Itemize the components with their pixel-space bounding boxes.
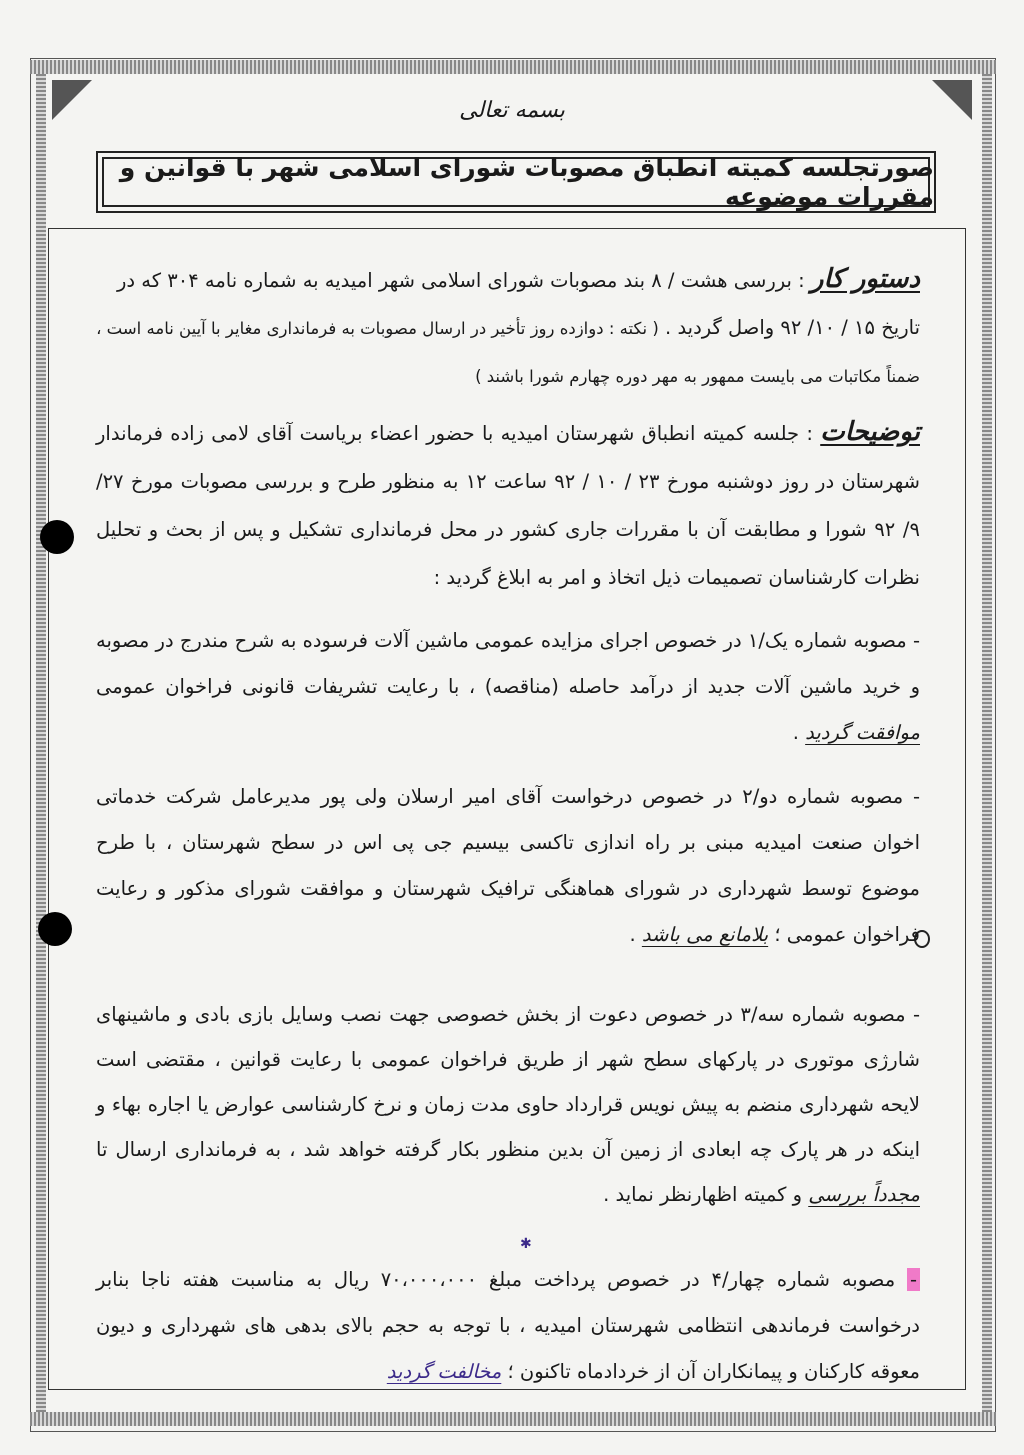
resolution-3-text: - مصوبه شماره سه/۳ در خصوص دعوت از بخش خصوصی جهت نصب وسایل بازی بادی و ماشینهای شارژی موتوری در پارکهای سطح شهر از طریق فراخوان عمومی با رعایت قوانین ، مقتضی است لایحه شهرداری منضم به پیش نویس قرارداد حاوی مدت زمان و نرخ کارشناسی عوارض یا اجاره بهاء و اینکه در هر پارک چه ابعادی از زمین آن بدین منظور بکار گرفته خواهد شد ، به فرمانداری ارسال تا	[96, 1003, 921, 1161]
agenda-paragraph: دستور کار : بررسی هشت / ۸ بند مصوبات شورای اسلامی شهر امیدیه به شماره نامه ۳۰۴ که در تاریخ ۱۵ / ۱۰/ ۹۲ واصل گردید . ( نکته : دوازده روز تأخیر در ارسال مصوبات به فرمانداری مغایر با آیین نامه است ، ضمناً مکاتبات می بایست ممهور به مهر دوره چهارم شورا باشند )	[96, 264, 920, 386]
resolution-4-text: مصوبه شماره چهار/۴ در خصوص پرداخت مبلغ ۷۰،۰۰۰،۰۰۰ ریال به مناسبت هفته ناجا بنابر درخواست فرماندهی انتظامی شهرستان امیدیه ، با توجه به حجم بالای بدهی های شهرداری و دیون معوقه کارکنان و پیمانکاران آن از خردادماه تاکنون ؛	[96, 1268, 920, 1383]
title-box	[96, 151, 936, 213]
resolution-1-verdict: موافقت گردید	[805, 721, 920, 744]
resolution-1-end: .	[792, 721, 806, 744]
resolution-2	[96, 774, 920, 958]
resolution-3-end: و کمیته اظهارنظر نماید .	[603, 1183, 809, 1206]
agenda-label: دستور کار	[810, 264, 920, 294]
handwritten-star-mark: ✱	[520, 1236, 532, 1252]
border-band-top	[30, 60, 996, 74]
resolution-4	[96, 1257, 920, 1395]
basmala-heading: بسمه تعالی	[459, 98, 565, 123]
resolution-4-verdict: مخالفت گردید	[386, 1360, 502, 1383]
description-paragraph: توضیحات : جلسه کمیته انطباق شهرستان امیدیه با حضور اعضاء بریاست آقای لامی زاده فرماندار شهرستان در روز دوشنبه مورخ ۲۳ / ۱۰ / ۹۲ ساعت ۱۲ به منظور طرح و بررسی مصوبات مورخ ۲۷/ ۹/ ۹۲ شورا و مطابقت آن با مقررات جاری کشور در محل فرمانداری تشکیل و پس از بحث و تحلیل نظرات کارشناسان تصمیمات ذیل اتخاذ و امر به ابلاغ گردید :	[96, 417, 920, 589]
resolution-3-verdict: مجدداً بررسی	[808, 1183, 920, 1206]
punch-hole-lower	[38, 912, 72, 946]
document-body	[96, 256, 920, 1395]
document-title: صورتجلسه کمیته انطباق مصوبات شورای اسلامی شهر با قوانین و مقررات موضوعه	[119, 153, 934, 211]
description-label: توضیحات	[820, 417, 920, 447]
border-band-bottom	[30, 1412, 996, 1426]
description-text: جلسه کمیته انطباق شهرستان امیدیه با حضور اعضاء بریاست آقای لامی زاده فرماندار شهرستان در روز دوشنبه مورخ ۲۳ / ۱۰ / ۹۲ ساعت ۱۲ به منظور طرح و بررسی مصوبات مورخ ۲۷/ ۹/ ۹۲ شورا و مطابقت آن با مقررات جاری کشور در محل فرمانداری تشکیل و پس از بحث و تحلیل نظرات کارشناسان تصمیمات ذیل اتخاذ و امر به ابلاغ گردید :	[96, 422, 920, 589]
pink-highlight-marker: -	[907, 1268, 920, 1291]
agenda-line-2b: ( نکته : دوازده روز تأخیر در ارسال مصوبات به فرمانداری مغایر با آیین نامه است ،	[96, 319, 659, 338]
agenda-line-3: ضمناً مکاتبات می بایست ممهور به مهر دوره چهارم شورا باشند )	[475, 367, 920, 386]
agenda-line-2a: تاریخ ۱۵ / ۱۰/ ۹۲ واصل گردید .	[658, 316, 920, 339]
resolution-2-end: .	[629, 923, 642, 946]
resolution-3	[96, 992, 920, 1217]
agenda-line-1: بررسی هشت / ۸ بند مصوبات شورای اسلامی شهر امیدیه به شماره نامه ۳۰۴ که در	[117, 269, 792, 292]
resolution-1	[96, 618, 920, 756]
border-band-left	[36, 74, 46, 1412]
resolution-1-text: - مصوبه شماره یک/۱ در خصوص اجرای مزایده عمومی ماشین آلات فرسوده به شرح مندرج در مصوبه و خرید ماشین آلات جدید از درآمد حاصله (مناقصه) ، با رعایت تشریفات قانونی فراخوان عمومی	[96, 629, 920, 698]
resolution-2-verdict: بلامانع می باشد	[641, 923, 769, 946]
punch-hole-upper	[40, 520, 74, 554]
border-band-right	[982, 74, 992, 1412]
resolution-2-text: - مصوبه شماره دو/۲ در خصوص درخواست آقای امیر ارسلان ولی پور مدیرعامل شرکت خدماتی اخوان صنعت امیدیه مبنی بر راه اندازی تاکسی بیسیم جی پی اس در سطح شهرستان ، با طرح موضوع توسط شهرداری در شورای هماهنگی ترافیک شهرستان و موافقت شورای مذکور و رعایت فراخوان عمومی ؛	[96, 785, 920, 946]
